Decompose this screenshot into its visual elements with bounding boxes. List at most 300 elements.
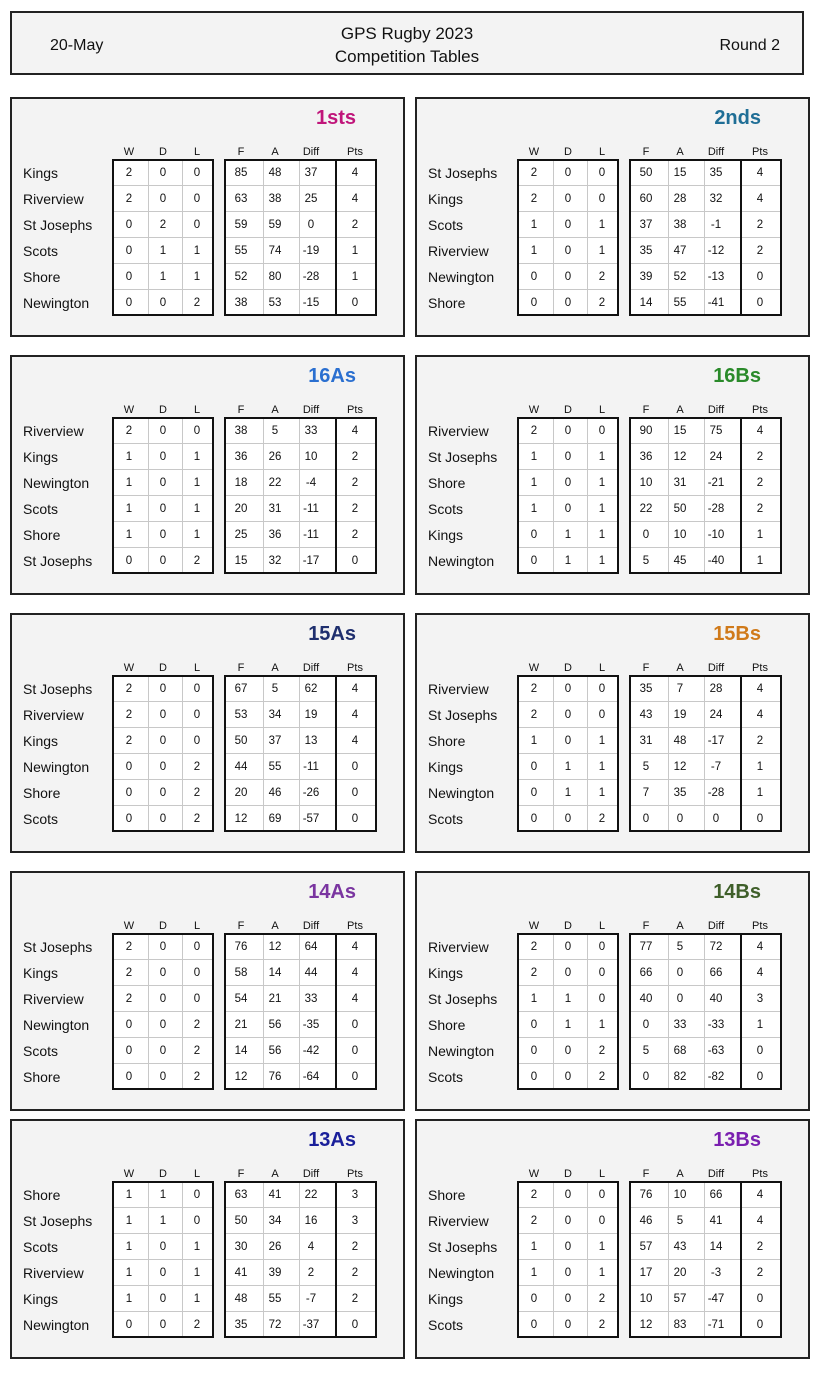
stat-f: 37 — [639, 219, 653, 231]
row-divider — [742, 701, 780, 702]
stat-w: 0 — [125, 1019, 133, 1031]
stat-f: 44 — [234, 761, 248, 773]
stat-l: 1 — [598, 1019, 606, 1031]
team-name: Riverview — [428, 1213, 489, 1229]
row-divider — [337, 959, 375, 960]
stat-diff: -64 — [302, 1071, 320, 1083]
column-header-pts: Pts — [752, 146, 768, 158]
stat-diff: 14 — [709, 1241, 723, 1253]
stat-a: 55 — [268, 761, 282, 773]
row-divider — [631, 521, 740, 522]
table-title: 16Bs — [713, 365, 761, 387]
stat-f: 48 — [234, 1293, 248, 1305]
stat-l: 0 — [193, 167, 201, 179]
row-divider — [631, 959, 740, 960]
table-title: 2nds — [714, 107, 761, 129]
column-header-w: W — [528, 662, 540, 674]
wdl-box — [517, 159, 619, 316]
stat-a: 15 — [673, 167, 687, 179]
stat-f: 63 — [234, 193, 248, 205]
stat-f: 5 — [642, 761, 650, 773]
stat-f: 7 — [642, 787, 650, 799]
stat-w: 0 — [530, 1071, 538, 1083]
stat-d: 0 — [564, 735, 572, 747]
row-divider — [519, 495, 617, 496]
stat-f: 50 — [639, 167, 653, 179]
stat-diff: 2 — [307, 1267, 315, 1279]
column-header-l: L — [193, 146, 201, 158]
row-divider — [114, 547, 212, 548]
stat-a: 28 — [673, 193, 687, 205]
row-divider — [631, 985, 740, 986]
team-name: Riverview — [428, 423, 489, 439]
stat-pts: 0 — [351, 761, 359, 773]
row-divider — [114, 263, 212, 264]
row-divider — [742, 805, 780, 806]
stat-f: 18 — [234, 477, 248, 489]
stat-pts: 0 — [756, 1045, 764, 1057]
stat-a: 7 — [676, 683, 684, 695]
column-header-w: W — [528, 1168, 540, 1180]
stat-w: 1 — [125, 1215, 133, 1227]
column-header-d: D — [159, 404, 167, 416]
stat-a: 69 — [268, 813, 282, 825]
stat-pts: 4 — [756, 941, 764, 953]
team-name: Kings — [23, 965, 59, 981]
row-divider — [226, 1011, 335, 1012]
stat-a: 0 — [676, 813, 684, 825]
stat-l: 0 — [193, 967, 201, 979]
scores-box — [224, 1181, 337, 1338]
wdl-box — [112, 1181, 214, 1338]
stat-a: 12 — [268, 941, 282, 953]
stat-d: 0 — [564, 477, 572, 489]
stat-diff: -26 — [302, 787, 320, 799]
stat-d: 0 — [564, 683, 572, 695]
stat-l: 1 — [598, 451, 606, 463]
stat-pts: 2 — [756, 219, 764, 231]
stat-pts: 2 — [351, 477, 359, 489]
team-name: Scots — [428, 1069, 464, 1085]
row-divider — [337, 443, 375, 444]
stat-diff: 41 — [709, 1215, 723, 1227]
points-box — [335, 1181, 377, 1338]
team-name: Scots — [23, 1239, 59, 1255]
stat-diff: -11 — [303, 529, 319, 541]
row-divider — [631, 805, 740, 806]
row-divider — [337, 701, 375, 702]
stat-a: 37 — [268, 735, 282, 747]
stat-l: 2 — [598, 271, 606, 283]
table-panel-15as — [10, 613, 405, 853]
column-header-a: A — [676, 920, 684, 932]
row-divider — [114, 701, 212, 702]
stat-w: 2 — [530, 1215, 538, 1227]
stat-f: 0 — [642, 1019, 650, 1031]
stat-d: 1 — [564, 787, 572, 799]
stat-l: 0 — [598, 683, 606, 695]
stat-f: 67 — [234, 683, 248, 695]
stat-diff: 66 — [709, 967, 723, 979]
row-divider — [631, 1311, 740, 1312]
stat-d: 0 — [159, 735, 167, 747]
team-name: Newington — [23, 295, 90, 311]
stat-f: 58 — [234, 967, 248, 979]
row-divider — [337, 1011, 375, 1012]
team-name: Riverview — [23, 1265, 84, 1281]
stat-d: 0 — [159, 1241, 167, 1253]
team-name: St Josephs — [23, 681, 93, 697]
scores-box — [629, 159, 742, 316]
column-header-a: A — [676, 146, 684, 158]
stat-diff: 44 — [304, 967, 318, 979]
stat-d: 1 — [159, 1215, 167, 1227]
column-header-pts: Pts — [347, 920, 363, 932]
stat-a: 35 — [673, 787, 687, 799]
stat-l: 0 — [598, 167, 606, 179]
stat-l: 1 — [598, 503, 606, 515]
stat-w: 0 — [530, 787, 538, 799]
scores-box — [629, 1181, 742, 1338]
stat-f: 15 — [234, 555, 248, 567]
team-name: Scots — [23, 1043, 59, 1059]
row-divider — [337, 1285, 375, 1286]
stat-a: 15 — [673, 425, 687, 437]
stat-l: 1 — [193, 1293, 201, 1305]
stat-w: 0 — [530, 529, 538, 541]
stat-diff: -13 — [707, 271, 725, 283]
wdl-box — [517, 1181, 619, 1338]
stat-l: 0 — [193, 193, 201, 205]
stat-pts: 1 — [756, 1019, 764, 1031]
row-divider — [337, 1311, 375, 1312]
table-title: 14As — [308, 881, 356, 903]
stat-d: 0 — [564, 425, 572, 437]
stat-f: 35 — [639, 245, 653, 257]
row-divider — [631, 727, 740, 728]
row-divider — [226, 985, 335, 986]
stat-d: 0 — [159, 1293, 167, 1305]
stat-d: 0 — [159, 1319, 167, 1331]
stat-a: 52 — [673, 271, 687, 283]
table-title: 15Bs — [713, 623, 761, 645]
stat-diff: -21 — [707, 477, 725, 489]
column-header-pts: Pts — [347, 1168, 363, 1180]
stat-diff: 40 — [709, 993, 723, 1005]
column-header-a: A — [676, 1168, 684, 1180]
stat-a: 43 — [673, 1241, 687, 1253]
team-name: Kings — [23, 449, 59, 465]
stat-diff: -37 — [302, 1319, 320, 1331]
stat-f: 21 — [234, 1019, 248, 1031]
row-divider — [519, 959, 617, 960]
row-divider — [742, 211, 780, 212]
row-divider — [337, 495, 375, 496]
table-title: 13Bs — [713, 1129, 761, 1151]
stat-f: 57 — [639, 1241, 653, 1253]
stat-pts: 0 — [351, 787, 359, 799]
stat-diff: 13 — [304, 735, 318, 747]
team-name: Newington — [428, 1265, 495, 1281]
stat-f: 39 — [639, 271, 653, 283]
team-name: Shore — [428, 1187, 466, 1203]
row-divider — [631, 469, 740, 470]
team-name: Scots — [428, 811, 464, 827]
stat-f: 10 — [639, 1293, 653, 1305]
column-header-w: W — [123, 146, 135, 158]
stat-w: 1 — [125, 1189, 133, 1201]
stat-pts: 2 — [756, 451, 764, 463]
stat-d: 0 — [564, 1319, 572, 1331]
stat-pts: 2 — [351, 529, 359, 541]
stat-l: 1 — [598, 1267, 606, 1279]
team-name: Shore — [23, 527, 61, 543]
row-divider — [742, 727, 780, 728]
row-divider — [226, 1233, 335, 1234]
row-divider — [631, 185, 740, 186]
team-name: Riverview — [23, 423, 84, 439]
team-name: Riverview — [428, 681, 489, 697]
stat-f: 36 — [639, 451, 653, 463]
row-divider — [226, 237, 335, 238]
stat-pts: 4 — [756, 967, 764, 979]
stat-diff: -42 — [302, 1045, 320, 1057]
stat-a: 34 — [268, 1215, 282, 1227]
row-divider — [114, 985, 212, 986]
team-name: Scots — [23, 501, 59, 517]
stat-diff: 37 — [304, 167, 318, 179]
stat-w: 1 — [530, 245, 538, 257]
column-header-w: W — [123, 662, 135, 674]
stat-l: 1 — [598, 1241, 606, 1253]
stat-a: 53 — [268, 297, 282, 309]
stat-l: 1 — [193, 245, 201, 257]
column-header-f: F — [642, 146, 650, 158]
row-divider — [114, 727, 212, 728]
team-name: Newington — [23, 475, 90, 491]
stat-w: 2 — [530, 683, 538, 695]
row-divider — [114, 443, 212, 444]
stat-w: 0 — [125, 813, 133, 825]
row-divider — [631, 1285, 740, 1286]
column-header-a: A — [271, 920, 279, 932]
stat-l: 0 — [193, 1189, 201, 1201]
stat-a: 5 — [676, 1215, 684, 1227]
row-divider — [226, 1285, 335, 1286]
stat-l: 0 — [193, 683, 201, 695]
team-name: Shore — [23, 785, 61, 801]
column-header-l: L — [598, 920, 606, 932]
stat-d: 0 — [564, 245, 572, 257]
team-name: Scots — [23, 811, 59, 827]
stat-diff: -7 — [305, 1293, 317, 1305]
stat-diff: 22 — [304, 1189, 318, 1201]
team-name: Kings — [23, 165, 59, 181]
column-header-pts: Pts — [752, 1168, 768, 1180]
team-name: Kings — [428, 527, 464, 543]
stat-pts: 2 — [351, 1241, 359, 1253]
stat-pts: 4 — [756, 683, 764, 695]
stat-a: 46 — [268, 787, 282, 799]
row-divider — [337, 727, 375, 728]
stat-diff: 33 — [304, 425, 318, 437]
stat-f: 63 — [234, 1189, 248, 1201]
stat-f: 5 — [642, 1045, 650, 1057]
stat-pts: 0 — [756, 297, 764, 309]
stat-pts: 3 — [351, 1189, 359, 1201]
stat-d: 1 — [564, 993, 572, 1005]
stat-pts: 0 — [351, 1319, 359, 1331]
column-header-pts: Pts — [752, 662, 768, 674]
stat-d: 2 — [159, 219, 167, 231]
stat-w: 1 — [530, 993, 538, 1005]
column-header-a: A — [271, 404, 279, 416]
team-name: Kings — [428, 965, 464, 981]
table-title: 14Bs — [713, 881, 761, 903]
row-divider — [742, 443, 780, 444]
stat-l: 2 — [193, 1045, 201, 1057]
row-divider — [742, 289, 780, 290]
table-title: 1sts — [315, 107, 356, 129]
stat-d: 0 — [159, 967, 167, 979]
stat-pts: 2 — [756, 1241, 764, 1253]
stat-l: 1 — [598, 245, 606, 257]
stat-d: 0 — [159, 709, 167, 721]
row-divider — [519, 753, 617, 754]
row-divider — [226, 263, 335, 264]
stat-l: 2 — [193, 1319, 201, 1331]
stat-pts: 0 — [351, 297, 359, 309]
stat-diff: 10 — [304, 451, 318, 463]
stat-diff: -57 — [302, 813, 320, 825]
row-divider — [631, 701, 740, 702]
stat-a: 10 — [673, 1189, 687, 1201]
stat-a: 80 — [268, 271, 282, 283]
stat-w: 1 — [125, 1293, 133, 1305]
stat-l: 0 — [598, 993, 606, 1005]
stat-pts: 2 — [756, 245, 764, 257]
page-title — [12, 22, 802, 68]
stat-a: 36 — [268, 529, 282, 541]
stat-w: 0 — [125, 271, 133, 283]
column-header-l: L — [598, 404, 606, 416]
column-header-diff: Diff — [302, 404, 320, 416]
stat-pts: 1 — [351, 245, 359, 257]
row-divider — [519, 237, 617, 238]
stat-w: 2 — [125, 967, 133, 979]
stat-w: 0 — [125, 761, 133, 773]
stat-f: 77 — [639, 941, 653, 953]
wdl-box — [112, 159, 214, 316]
row-divider — [114, 779, 212, 780]
stat-d: 1 — [159, 245, 167, 257]
stat-diff: -4 — [305, 477, 317, 489]
stat-w: 1 — [125, 1267, 133, 1279]
row-divider — [226, 959, 335, 960]
stat-diff: -33 — [707, 1019, 725, 1031]
column-header-f: F — [237, 404, 245, 416]
team-name: Newington — [23, 1317, 90, 1333]
scores-box — [629, 675, 742, 832]
stat-w: 2 — [125, 193, 133, 205]
stat-a: 76 — [268, 1071, 282, 1083]
stat-w: 1 — [125, 451, 133, 463]
stat-d: 0 — [564, 219, 572, 231]
stat-d: 0 — [159, 425, 167, 437]
stat-a: 38 — [673, 219, 687, 231]
stat-d: 0 — [564, 297, 572, 309]
stat-d: 0 — [159, 297, 167, 309]
team-name: Newington — [428, 785, 495, 801]
stat-l: 2 — [598, 1071, 606, 1083]
stat-diff: -41 — [707, 297, 725, 309]
stat-w: 2 — [530, 1189, 538, 1201]
stat-d: 1 — [159, 271, 167, 283]
stat-f: 60 — [639, 193, 653, 205]
stat-a: 56 — [268, 1045, 282, 1057]
stat-pts: 4 — [351, 941, 359, 953]
stat-f: 35 — [234, 1319, 248, 1331]
row-divider — [114, 1311, 212, 1312]
row-divider — [114, 1259, 212, 1260]
stat-diff: -47 — [707, 1293, 725, 1305]
team-name: St Josephs — [23, 1213, 93, 1229]
stat-a: 74 — [268, 245, 282, 257]
stat-diff: 64 — [304, 941, 318, 953]
row-divider — [337, 237, 375, 238]
team-name: St Josephs — [23, 217, 93, 233]
column-header-w: W — [528, 920, 540, 932]
stat-diff: -71 — [707, 1319, 725, 1331]
stat-f: 0 — [642, 529, 650, 541]
stat-diff: -1 — [710, 219, 722, 231]
column-header-d: D — [564, 146, 572, 158]
stat-f: 5 — [642, 555, 650, 567]
stat-d: 1 — [159, 1189, 167, 1201]
column-header-diff: Diff — [302, 146, 320, 158]
stat-l: 0 — [193, 709, 201, 721]
team-name: Shore — [23, 1187, 61, 1203]
column-header-diff: Diff — [302, 920, 320, 932]
scores-box — [224, 417, 337, 574]
stat-d: 0 — [159, 993, 167, 1005]
row-divider — [337, 185, 375, 186]
row-divider — [337, 753, 375, 754]
row-divider — [631, 1011, 740, 1012]
stat-d: 0 — [564, 1045, 572, 1057]
team-name: St Josephs — [428, 165, 498, 181]
stat-d: 0 — [159, 477, 167, 489]
stat-d: 0 — [159, 813, 167, 825]
row-divider — [114, 237, 212, 238]
stat-diff: -82 — [707, 1071, 725, 1083]
stat-f: 0 — [642, 813, 650, 825]
column-header-a: A — [676, 404, 684, 416]
wdl-box — [112, 675, 214, 832]
stat-l: 1 — [193, 1267, 201, 1279]
row-divider — [519, 263, 617, 264]
stat-l: 0 — [193, 1215, 201, 1227]
stat-l: 2 — [598, 813, 606, 825]
stat-l: 1 — [193, 503, 201, 515]
stat-pts: 0 — [756, 1293, 764, 1305]
stat-l: 1 — [598, 761, 606, 773]
row-divider — [226, 1037, 335, 1038]
row-divider — [631, 237, 740, 238]
stat-f: 14 — [639, 297, 653, 309]
stat-pts: 4 — [351, 709, 359, 721]
team-name: Riverview — [428, 243, 489, 259]
